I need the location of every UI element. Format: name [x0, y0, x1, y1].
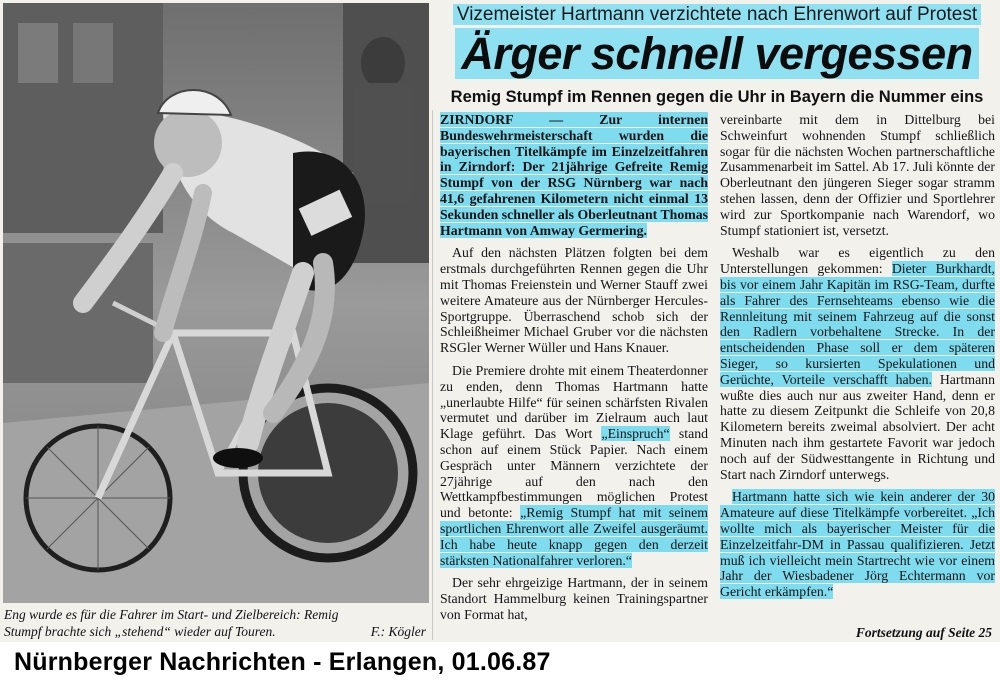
source-label: Nürnberger Nachrichten - Erlangen, 01.06.87: [14, 648, 551, 676]
article-lead-paragraph: [440, 112, 708, 238]
article-headline-text: Ärger schnell vergessen: [455, 28, 978, 79]
article-subheadline: Remig Stumpf im Rennen gegen die Uhr in Bayern die Nummer eins: [450, 88, 984, 106]
article-headline: [437, 28, 997, 80]
article-paragraph: [440, 363, 708, 568]
photo-credit: F.: Kögler: [370, 624, 426, 639]
article-lead-text: ZIRNDORF — Zur internen Bundeswehrmeisterschaft wurden die bayerischen Titelkämpfe im Einzelzeitfahren in Zirndorf: Der 21jährige Gefreite Remig Stumpf von der RSG Nürnberg war nach 41,6 gefahrenen Kilometern nicht einmal 13 Sekunden schneller als Oberleutnant Thomas Hartmann von Amway Germering.: [440, 112, 708, 238]
highlighted-text: Dieter Burkhardt, bis vor einem Jahr Kapitän im RSG-Team, durfte als Fahrer des Fernsehteams ebenso wie die Rennleitung mit seinem Fahrzeug auf die sonst den Radlern vorbehaltene Strecke. In der entscheidenden Phase soll er dem späteren Sieger, so kursierten Spekulationen und Gerüchte, Vorteile verschafft haben.: [720, 261, 995, 387]
article-paragraph: [720, 489, 995, 600]
article-kicker: [437, 2, 997, 28]
highlighted-text: „Einspruch“: [601, 426, 670, 442]
cyclist-photo-drawing: [3, 3, 429, 603]
article-paragraph: [720, 245, 995, 482]
highlighted-text: Hartmann hatte sich wie kein anderer der 30 Amateure auf diese Titelkämpfe vorbereitet. „Ich wollte mich als bayerischer Meister für die Einzelzeitfahr-DM in Passau qualifizieren. Jetzt muß ich vielleicht mein Startrecht wie vor einem Jahr der Wiesbadener Jörg Echtermann vor Gericht erkämpfen.“: [720, 489, 995, 600]
article-paragraph: Der sehr ehrgeizige Hartmann, der in seinem Standort Hammelburg keinen Trainingspartner von Format hat,: [440, 575, 708, 622]
article-text: Weshalb war es eigentlich zu den Unterstellungen gekommen:: [720, 245, 995, 277]
article-text: stand schon auf einem Stück Papier. Nach einem Gespräch unter Männern verzichtete der 27jährige auf den nach den Wettkampfbestimmungen möglichen Protest und betonte:: [440, 426, 708, 521]
article-kicker-text: Vizemeister Hartmann verzichtete nach Ehrenwort auf Protest: [453, 4, 981, 25]
article-paragraph: Auf den nächsten Plätzen folgten bei dem erstmals durchgeführten Rennen gegen die Uhr mit Thomas Freienstein und Werner Stauff zwei weitere Amateure aus der Nürnberger Hercules-Sportgruppe. Überraschend schob sich der Schleißheimer Michael Gruber vor die nächsten RSGler Werner Wüller und Hans Knauer.: [440, 245, 708, 356]
article-text: Die Premiere drohte mit einem Theaterdonner zu enden, denn Thomas Hartmann hatte „unerlaubte Hilfe“ für seinen schärfsten Rivalen vermutet und darüber im Zielraum auch laut Klage geführt. Das Wort: [440, 362, 708, 442]
continued-note: Fortsetzung auf Seite 25: [855, 625, 992, 640]
article-column-2: [720, 112, 995, 607]
article-column-1: [440, 112, 708, 630]
photo-caption-line-2: Stumpf brachte sich „stehend“ wieder auf Touren.: [4, 624, 276, 639]
column-divider: [432, 110, 433, 640]
article-paragraph: vereinbarte mit dem in Dittelburg bei Schweinfurt wohnenden Stumpf schließlich sogar für die nächsten Wochen partnerschaftliche Zusammenarbeit im Sattel. Ab 17. Juli könnte der Oberleutnant den jüngeren Sieger sogar stramm stehen lassen, denn der Offizier und Sportlehrer wird zur Sportkompanie nach Warendorf, wo Stumpf stationiert ist, versetzt.: [720, 112, 995, 238]
photo-caption-line-1: Eng wurde es für die Fahrer im Start- und Zielbereich: Remig: [4, 607, 339, 622]
photo-caption: [4, 606, 428, 640]
cyclist-photo: [3, 3, 429, 603]
article-text: Hartmann wußte dies auch nur aus zweiter Hand, denn er hatte zu diesem Zeitpunkt die Schleife von 20,8 Kilometern bereits zweimal absolviert. Der acht Minuten nach ihm gestartete Favorit war jedoch noch auf der Südwesttangente in Richtung und Start nach Zirndorf unterwegs.: [720, 371, 995, 482]
highlighted-quote: „Remig Stumpf hat mit seinem sportlichen Ehrenwort alle Zweifel ausgeräumt. Ich habe heute knapp gegen den derzeit stärksten Nationalfahrer verloren.“: [440, 505, 708, 568]
